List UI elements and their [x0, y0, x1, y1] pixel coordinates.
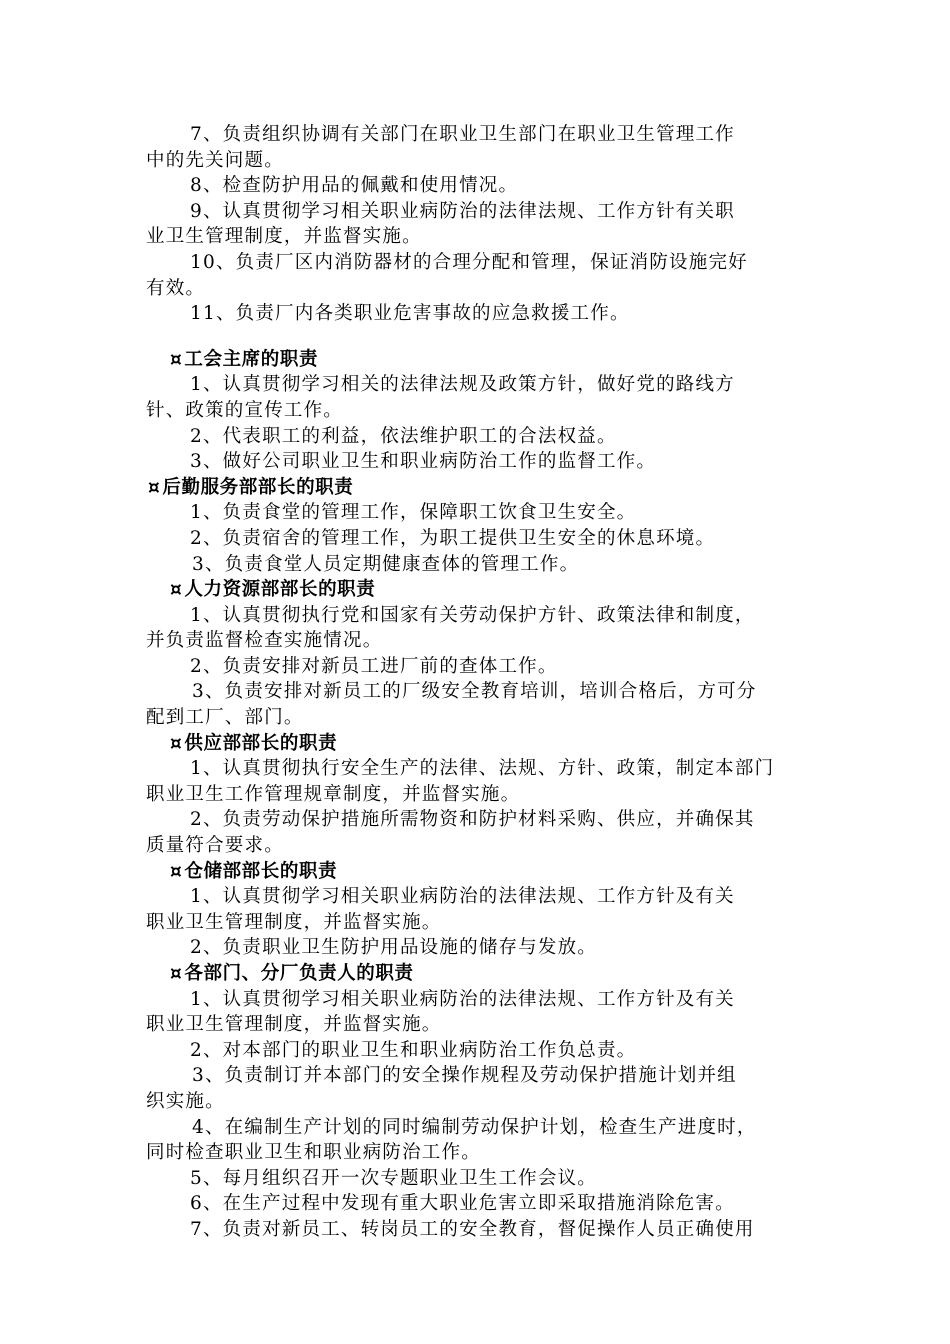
paragraph-line: 2、负责宿舍的管理工作，为职工提供卫生安全的休息环境。: [190, 527, 716, 549]
section-heading-text: 工会主席的职责: [184, 348, 319, 370]
currency-bullet-icon: ¤: [170, 579, 183, 601]
paragraph-line: 2、负责职业卫生防护用品设施的储存与发放。: [190, 937, 597, 959]
paragraph-line: 1、认真贯彻执行党和国家有关劳动保护方针、政策法律和制度，: [190, 604, 755, 626]
paragraph-line: 职业卫生管理制度，并监督实施。: [146, 911, 442, 933]
paragraph-line: 1、认真贯彻学习相关职业病防治的法律法规、工作方针及有关: [190, 988, 735, 1010]
paragraph-line: 7、负责对新员工、转岗员工的安全教育，督促操作人员正确使用: [190, 1218, 755, 1240]
paragraph-line: 4、在编制生产计划的同时编制劳动保护计划，检查生产进度时，: [192, 1116, 757, 1138]
paragraph-line: 3、负责安排对新员工的厂级安全教育培训，培训合格后，方可分: [192, 681, 757, 703]
paragraph-line: 5、每月组织召开一次专题职业卫生工作会议。: [190, 1167, 597, 1189]
section-gap: [146, 327, 806, 347]
paragraph-line: 有效。: [146, 277, 206, 299]
paragraph-line: 2、对本部门的职业卫生和职业病防治工作负总责。: [190, 1039, 637, 1061]
paragraph-line: 1、认真贯彻学习相关的法律法规及政策方针，做好党的路线方: [190, 374, 735, 396]
section-heading-text: 供应部部长的职责: [184, 732, 338, 754]
document-body: [146, 122, 806, 1243]
section-heading-supply: [146, 731, 806, 757]
paragraph-line: 1、负责食堂的管理工作，保障职工饮食卫生安全。: [190, 502, 637, 524]
paragraph-line: 织实施。: [146, 1090, 225, 1112]
paragraph-line: 2、代表职工的利益，依法维护职工的合法权益。: [190, 425, 617, 447]
currency-bullet-icon: ¤: [148, 476, 161, 498]
paragraph-line: 9、认真贯彻学习相关职业病防治的法律法规、工作方针有关职: [190, 200, 735, 222]
section-heading-text: 后勤服务部部长的职责: [162, 476, 354, 498]
section-heading-text: 各部门、分厂负责人的职责: [184, 963, 414, 984]
paragraph-line: 6、在生产过程中发现有重大职业危害立即采取措施消除危害。: [190, 1193, 735, 1215]
section-heading-logistics: [146, 475, 806, 501]
paragraph-line: 7、负责组织协调有关部门在职业卫生部门在职业卫生管理工作: [190, 124, 735, 145]
section-heading-hr: [146, 577, 806, 603]
currency-bullet-icon: ¤: [170, 860, 183, 882]
paragraph-line: 并负责监督检查实施情况。: [146, 630, 383, 652]
section-heading-storage: [146, 859, 806, 885]
paragraph-line: 1、认真贯彻执行安全生产的法律、法规、方针、政策，制定本部门: [190, 758, 775, 780]
paragraph-line: 职业卫生工作管理规章制度，并监督实施。: [146, 783, 521, 805]
section-heading-text: 人力资源部部长的职责: [184, 579, 376, 601]
paragraph-line: 针、政策的宣传工作。: [146, 399, 344, 421]
paragraph-line: 职业卫生管理制度，并监督实施。: [146, 1014, 442, 1036]
currency-bullet-icon: ¤: [170, 732, 183, 754]
paragraph-line: 2、负责安排对新员工进厂前的查体工作。: [190, 655, 558, 677]
section-heading-departments: [146, 961, 806, 987]
paragraph-line: 11、负责厂内各类职业危害事故的应急救援工作。: [190, 303, 630, 325]
paragraph-line: 10、负责厂区内消防器材的合理分配和管理，保证消防设施完好: [190, 251, 748, 273]
section-heading-union: [146, 347, 806, 373]
paragraph-line: 业卫生管理制度，并监督实施。: [146, 226, 422, 248]
section-heading-text: 仓储部部长的职责: [184, 860, 338, 882]
currency-bullet-icon: ¤: [170, 348, 183, 370]
paragraph-line: 质量符合要求。: [146, 835, 284, 857]
paragraph-line: 中的先关问题。: [146, 149, 284, 171]
paragraph-line: 配到工厂、部门。: [146, 707, 304, 729]
paragraph-line: 2、负责劳动保护措施所需物资和防护材料采购、供应，并确保其: [190, 809, 755, 831]
paragraph-line: 3、负责制订并本部门的安全操作规程及劳动保护措施计划并组: [192, 1065, 737, 1087]
paragraph-line: 3、做好公司职业卫生和职业病防治工作的监督工作。: [190, 451, 657, 473]
paragraph-line: 同时检查职业卫生和职业病防治工作。: [146, 1142, 481, 1164]
paragraph-line: 3、负责食堂人员定期健康查体的管理工作。: [192, 553, 580, 575]
paragraph-line: 8、检查防护用品的佩戴和使用情况。: [190, 175, 519, 197]
paragraph-line: 1、认真贯彻学习相关职业病防治的法律法规、工作方针及有关: [190, 886, 735, 908]
currency-bullet-icon: ¤: [170, 963, 183, 984]
